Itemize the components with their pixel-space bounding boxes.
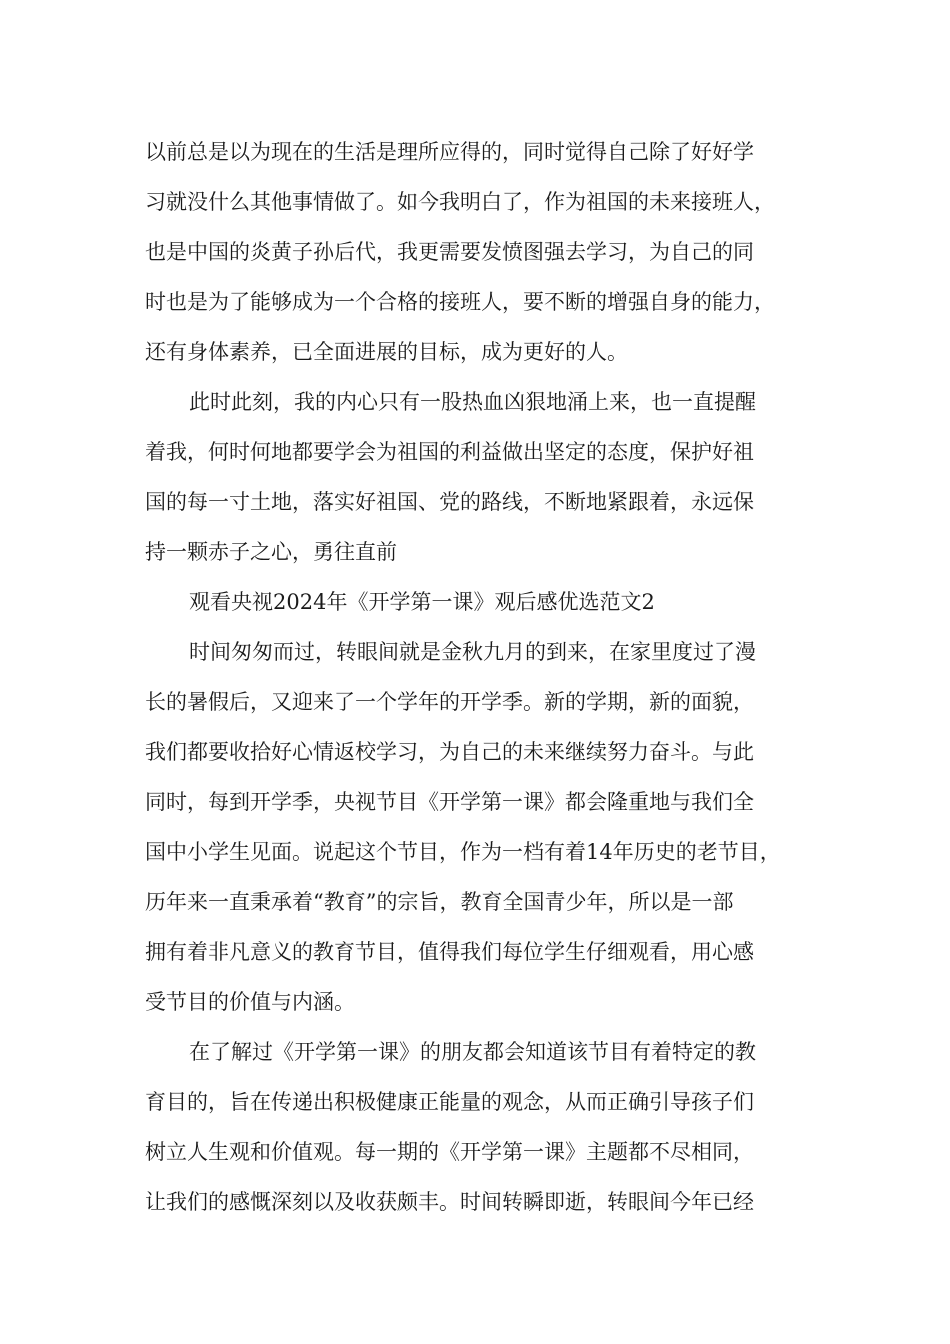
paragraph-line: 我们都要收拾好心情返校学习，为自己的未来继续努力奋斗。与此	[145, 740, 754, 764]
paragraph-line: 时间匆匆而过，转眼间就是金秋九月的到来，在家里度过了漫	[189, 640, 756, 664]
paragraph-line: 让我们的感慨深刻以及收获颇丰。时间转瞬即逝，转眼间今年已经	[145, 1190, 754, 1214]
paragraph-line: 长的暑假后，又迎来了一个学年的开学季。新的学期，新的面貌，	[145, 690, 754, 714]
paragraph-line: 树立人生观和价值观。每一期的《开学第一课》主题都不尽相同，	[145, 1140, 754, 1164]
paragraph-line: 同时，每到开学季，央视节目《开学第一课》都会隆重地与我们全	[145, 790, 754, 814]
paragraph-line: 受节目的价值与内涵。	[145, 990, 355, 1014]
paragraph-line: 国中小学生见面。说起这个节目，作为一档有着14年历史的老节目，	[145, 840, 781, 864]
paragraph-line: 国的每一寸土地，落实好祖国、党的路线，不断地紧跟着，永远保	[145, 490, 754, 514]
paragraph-line: 时也是为了能够成为一个合格的接班人，要不断的增强自身的能力，	[145, 290, 775, 314]
paragraph-line: 也是中国的炎黄子孙后代，我更需要发愤图强去学习，为自己的同	[145, 240, 754, 264]
paragraph-line: 以前总是以为现在的生活是理所应得的，同时觉得自己除了好好学	[145, 140, 754, 164]
paragraph-line: 持一颗赤子之心，勇往直前	[145, 540, 397, 564]
paragraph-line: 习就没什么其他事情做了。如今我明白了，作为祖国的未来接班人，	[145, 190, 775, 214]
section-heading: 观看央视2024年《开学第一课》观后感优选范文2	[189, 590, 655, 614]
paragraph-line: 在了解过《开学第一课》的朋友都会知道该节目有着特定的教	[189, 1040, 756, 1064]
paragraph-line: 还有身体素养，已全面进展的目标，成为更好的人。	[145, 340, 628, 364]
paragraph-line: 此时此刻，我的内心只有一股热血凶狠地涌上来，也一直提醒	[189, 390, 756, 414]
paragraph-line: 育目的，旨在传递出积极健康正能量的观念，从而正确引导孩子们	[145, 1090, 754, 1114]
paragraph-line: 着我，何时何地都要学会为祖国的利益做出坚定的态度，保护好祖	[145, 440, 754, 464]
paragraph-line: 历年来一直秉承着“教育”的宗旨，教育全国青少年，所以是一部	[145, 890, 734, 914]
paragraph-line: 拥有着非凡意义的教育节目，值得我们每位学生仔细观看，用心感	[145, 940, 754, 964]
